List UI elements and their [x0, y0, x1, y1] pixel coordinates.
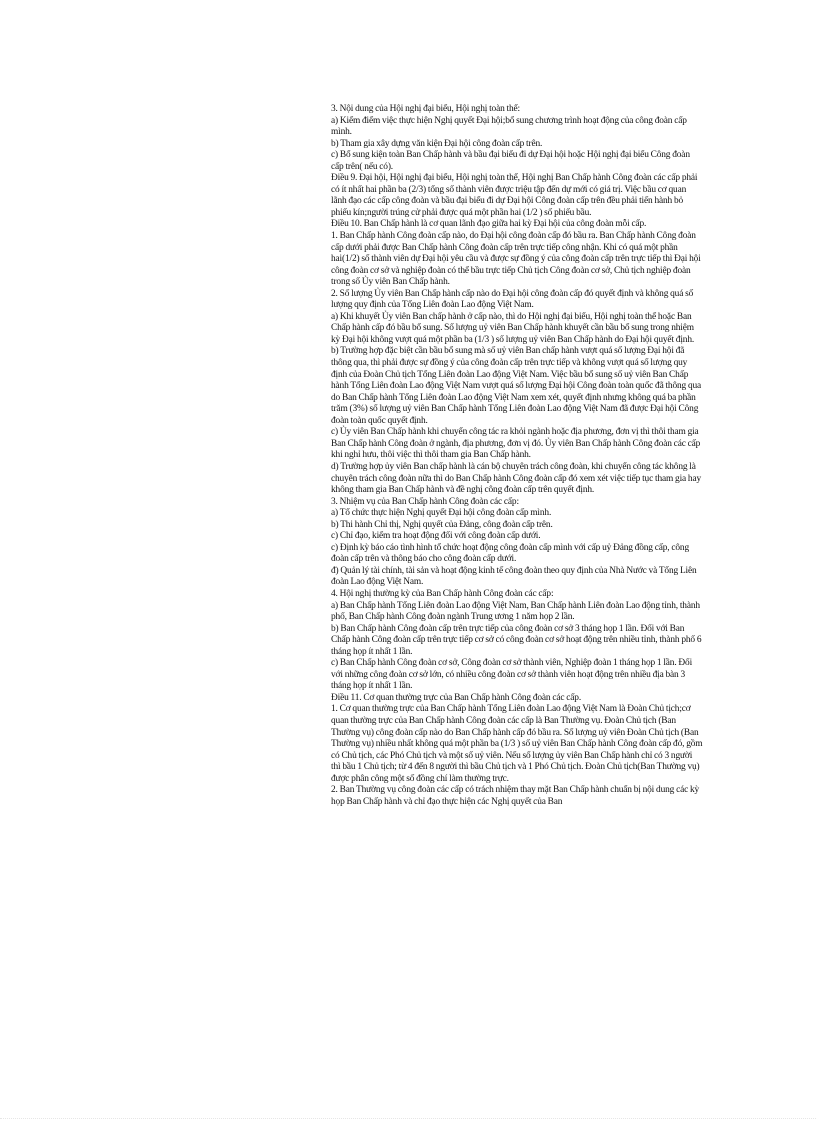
paragraph: b) Ban Chấp hành Công đoàn cấp trên trực tiếp của công đoàn cơ sở 3 tháng họp 1 lần. Đối với Ban Chấp hành Công đoàn cấp trên trực tiếp cơ sở có công đoàn cơ sở hoạt động trên nhiều tỉnh, thành phố 6 tháng họp ít nhất 1 lần.	[331, 623, 702, 657]
paragraph: b) Tham gia xây dựng văn kiện Đại hội công đoàn cấp trên.	[331, 138, 543, 149]
page-bottom-edge	[0, 1118, 816, 1119]
paragraph: 2. Ban Thường vụ công đoàn các cấp có trách nhiệm thay mặt Ban Chấp hành chuẩn bị nội dung các kỳ họp Ban Chấp hành và chỉ đạo thực hiện các Nghị quyết của Ban	[331, 785, 700, 807]
paragraph: a) Kiểm điểm việc thực hiện Nghị quyết Đại hội;bổ sung chương trình hoạt động của công đoàn cấp mình.	[331, 115, 687, 138]
paragraph: 1. Cơ quan thường trực của Ban Chấp hành Tổng Liên đoàn Lao động Việt Nam là Đoàn Chủ tịch;cơ quan thường trực của Ban Chấp hành Công đoàn các cấp là Ban Thường vụ. Đoàn Chủ tịch (Ban Thường vụ) công đoàn cấp nào do Ban Chấp hành cấp đó bầu ra. Số lượng uỷ viên Đoàn Chủ tịch (Ban Thường vụ) nhiều nhất không quá một phần ba (1/3 ) số uỷ viên Ban Chấp hành Công đoàn cấp đó, gồm có Chủ tịch, các Phó Chủ tịch và một số uỷ viên. Nếu số lượng ủy viên Ban Chấp hành chỉ có 3 người thì bầu 1 Chủ tịch; từ 4 đến 8 người thì bầu Chủ tịch và 1 Phó Chủ tịch. Đoàn Chủ tịch(Ban Thường vụ) được phân công một số đồng chí làm thường trực.	[331, 704, 703, 784]
paragraph: đ) Quản lý tài chính, tài sản và hoạt động kinh tế công đoàn theo quy định của Nhà Nước và Tổng Liên đoàn Lao động Việt Nam.	[331, 565, 697, 588]
paragraph: Điều 9. Đại hội, Hội nghị đại biểu, Hội nghị toàn thể, Hội nghị Ban Chấp hành Công đoàn các cấp phải có ít nhất hai phần ba (2/3) tổng số thành viên được triệu tập đến dự mới có giá trị. Việc bầu cơ quan lãnh đạo các cấp công đoàn và bầu đại biểu đi dự Đại hội Công đoàn cấp trên đều phải tiến hành bỏ phiếu kín;người trúng cử phải được quá một phần hai (1/2 ) số phiếu bầu.	[331, 173, 698, 218]
paragraph: c) Định kỳ báo cáo tình hình tổ chức hoạt động công đoàn cấp mình với cấp uỷ Đảng đồng cấp, công đoàn cấp trên và thông báo cho công đoàn cấp dưới.	[331, 542, 689, 565]
paragraph: c) Ban Chấp hành Công đoàn cơ sở, Công đoàn cơ sở thành viên, Nghiệp đoàn 1 tháng họp 1 lần. Đối với những công đoàn cơ sở lớn, có nhiều công đoàn cơ sở thành viên hoạt động trên nhiều địa bàn 3 tháng họp ít nhất 1 lần.	[331, 658, 693, 692]
paragraph: c) Bổ sung kiện toàn Ban Chấp hành và bầu đại biểu đi dự Đại hội hoặc Hội nghị đại biểu Công đoàn cấp trên( nếu có).	[331, 150, 690, 172]
paragraph: a) Tổ chức thực hiện Nghị quyết Đại hội công đoàn cấp mình.	[331, 508, 552, 519]
paragraph: Điều 11. Cơ quan thường trực của Ban Chấp hành Công đoàn các cấp.	[331, 692, 582, 703]
paragraph: 2. Số lượng Ủy viên Ban Chấp hành cấp nào do Đại hội công đoàn cấp đó quyết định và không quá số lượng quy định của Tổng Liên đoàn Lao động Việt Nam.	[331, 288, 694, 311]
paragraph: 3. Nhiệm vụ của Ban Chấp hành Công đoàn các cấp:	[331, 496, 519, 507]
paragraph: 1. Ban Chấp hành Công đoàn cấp nào, do Đại hội công đoàn cấp đó bầu ra. Ban Chấp hành Công đoàn cấp dưới phải được Ban Chấp hành Công đoàn cấp trên trực tiếp công nhận. Khi có quá một phần hai(1/2) số thành viên dự Đại hội yêu cầu và được sự đồng ý của công đoàn cấp trên trực tiếp thì Đại hội công đoàn cơ sở và nghiệp đoàn có thể bầu trực tiếp Chủ tịch Công đoàn cơ sở, Chủ tịch nghiệp đoàn trong số Ủy viên Ban Chấp hành.	[331, 231, 701, 288]
paragraph: c) Chỉ đạo, kiểm tra hoạt động đối với công đoàn cấp dưới.	[331, 531, 541, 542]
paragraph: 3. Nội dung của Hội nghị đại biểu, Hội nghị toàn thể:	[331, 104, 520, 114]
paragraph: b) Trường hợp đặc biệt cần bầu bổ sung mà số uỷ viên Ban chấp hành vượt quá số lượng Đại hội đã thông qua, thì phải được sự đồng ý của công đoàn cấp trên trực tiếp và không vượt quá số lượng quy định của Đoàn Chủ tịch Tổng Liên đoàn Lao động Việt Nam. Việc bầu bổ sung số uỷ viên Ban Chấp hành Tổng Liên đoàn Lao động Việt Nam vượt quá số lượng Đại hội Công đoàn toàn quốc đã thông qua do Ban Chấp hành Tổng Liên đoàn Lao động Việt Nam xem xét, quyết định nhưng không quá ba phần trăm (3%) số lượng uỷ viên Ban Chấp hành Tổng Liên đoàn Lao động Việt Nam đã được Đại hội Công đoàn toàn quốc quyết định.	[331, 346, 702, 426]
paragraph: d) Trường hợp ủy viên Ban chấp hành là cán bộ chuyên trách công đoàn, khi chuyển công tác không là chuyên trách công đoàn nữa thì do Ban Chấp hành Công đoàn cấp đó xem xét việc tiếp tục tham gia hay không tham gia Ban Chấp hành và đề nghị công đoàn cấp trên quyết định.	[331, 461, 702, 496]
paragraph: a) Ban Chấp hành Tổng Liên đoàn Lao động Việt Nam, Ban Chấp hành Liên đoàn Lao động tỉnh, thành phố, Ban Chấp hành Công đoàn ngành Trung ương 1 năm họp 2 lần.	[331, 600, 700, 623]
paragraph: c) Ủy viên Ban Chấp hành khi chuyển công tác ra khỏi ngành hoặc địa phương, đơn vị thì thôi tham gia Ban Chấp hành Công đoàn ở ngành, địa phương, đơn vị đó. Ủy viên Ban Chấp hành Công đoàn các cấp khi nghỉ hưu, thôi việc thì thôi tham gia Ban Chấp hành.	[331, 427, 701, 461]
document-body	[331, 104, 703, 808]
paragraph: 4. Hội nghị thường kỳ của Ban Chấp hành Công đoàn các cấp:	[331, 588, 554, 599]
paragraph: a) Khi khuyết Ủy viên Ban chấp hành ở cấp nào, thì do Hội nghị đại biểu, Hội nghị toàn thể hoặc Ban Chấp hành cấp đó bầu bổ sung. Số lượng uỷ viên Ban Chấp hành khuyết cần bầu bổ sung trong nhiệm kỳ Đại hội không vượt quá một phần ba (1/3 ) số lượng uỷ viên Ban Chấp hành do Đại hội quyết định.	[331, 311, 695, 345]
paragraph: Điều 10. Ban Chấp hành là cơ quan lãnh đạo giữa hai kỳ Đại hội của công đoàn mỗi cấp.	[331, 219, 647, 230]
paragraph: b) Thi hành Chỉ thị, Nghị quyết của Đảng, công đoàn cấp trên.	[331, 519, 553, 530]
